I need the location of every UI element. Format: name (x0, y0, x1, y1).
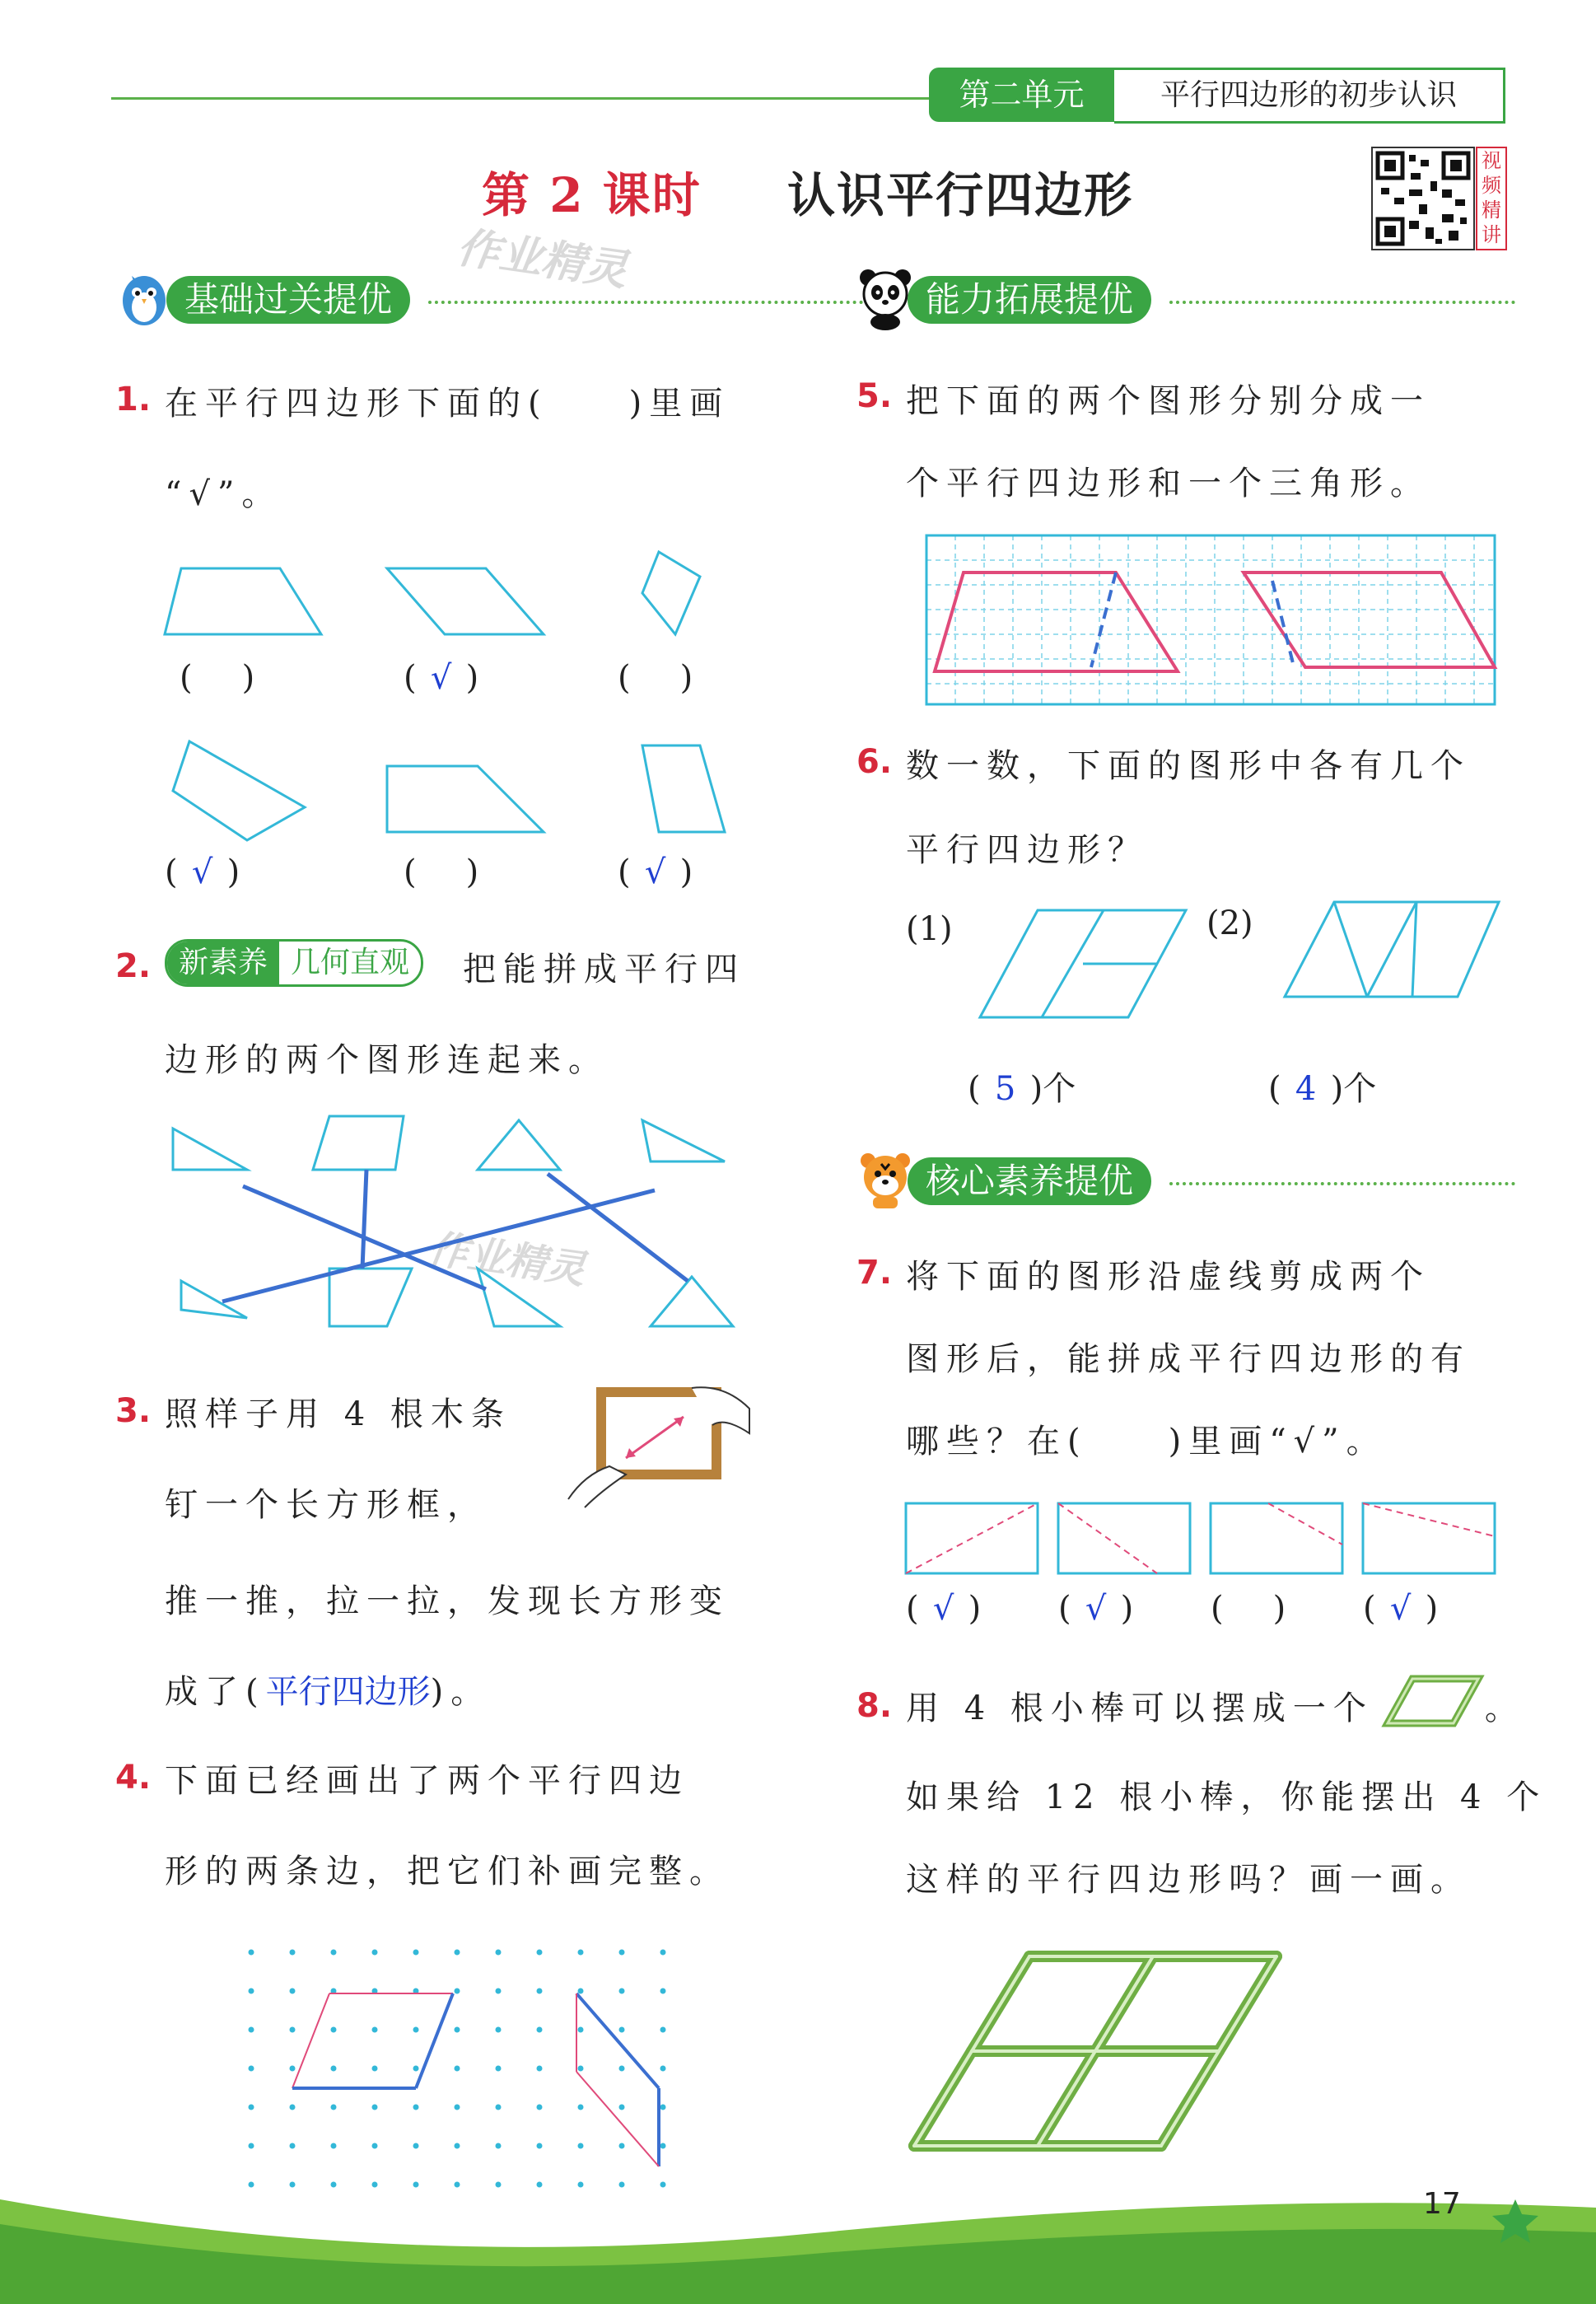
question-2-number: 2. (115, 947, 152, 985)
wooden-frame-illustration (560, 1384, 749, 1507)
question-2-matching (148, 1104, 807, 1351)
question-7-rectangles (906, 1499, 1499, 1582)
question-2-line1: 把能拼成平行四 (463, 951, 745, 988)
question-1-line1: 在平行四边形下面的( )里画 (165, 385, 730, 423)
question-2-line2: 边形的两个图形连起来。 (165, 1041, 609, 1079)
question-3-line4: 成了(平行四边形)。 (165, 1673, 492, 1711)
lesson-number: 第 2 课时 (482, 167, 702, 223)
question-3-answer: 平行四边形 (265, 1673, 431, 1711)
shape-parallelogram-3 (642, 745, 725, 832)
section-ability-dots (1169, 301, 1515, 304)
section-basic (115, 276, 774, 327)
q6-figure-1-label: (1) (906, 910, 953, 948)
q7-answer-3[interactable]: ( ) (1211, 1590, 1286, 1628)
question-4-number: 4. (115, 1759, 152, 1797)
piece-b4 (651, 1277, 733, 1326)
piece-a2 (313, 1116, 404, 1170)
q7-answer-4[interactable]: ( √ ) (1363, 1590, 1439, 1628)
question-1-shapes (148, 544, 807, 890)
piece-b3 (478, 1269, 560, 1326)
shape-parallelogram-1 (387, 568, 544, 634)
mascot-tiger-icon (856, 1146, 914, 1212)
qr-video-label: 视频精讲 (1476, 147, 1507, 250)
qr-code-icon[interactable] (1371, 147, 1475, 250)
lesson-title (482, 157, 1133, 226)
shape-trapezoid-2 (387, 766, 544, 832)
question-4-line1: 下面已经画出了两个平行四边 (165, 1762, 689, 1800)
question-3-line1: 照样子用 4 根木条 (165, 1395, 511, 1433)
question-8-line1: 用 4 根小棒可以摆成一个 。 (906, 1689, 1525, 1727)
mascot-bird-icon (115, 266, 173, 332)
q1-answer-5[interactable]: ( ) (404, 853, 479, 891)
question-3-line3: 推一推，拉一拉，发现长方形变 (165, 1582, 730, 1620)
page-number: 17 (1423, 2187, 1461, 2221)
piece-b2 (329, 1269, 412, 1326)
shape-parallelogram-2 (173, 741, 305, 840)
unit-tag: 第二单元 (929, 68, 1114, 122)
question-4-line2: 形的两条边，把它们补画完整。 (165, 1853, 730, 1890)
q1-answer-1[interactable]: ( ) (180, 659, 255, 697)
question-7-line1: 将下面的图形沿虚线剪成两个 (906, 1258, 1430, 1296)
question-3-number: 3. (115, 1392, 152, 1430)
section-ability (856, 276, 1515, 327)
question-1-number: 1. (115, 381, 152, 418)
footer-wave (0, 2175, 1596, 2304)
q7-answer-2[interactable]: ( √ ) (1058, 1590, 1134, 1628)
unit-title: 平行四边形的初步认识 (1114, 68, 1505, 124)
section-basic-title: 基础过关提优 (166, 276, 410, 324)
stick-parallelogram-icon (1384, 1672, 1482, 1730)
section-ability-title: 能力拓展提优 (908, 276, 1151, 324)
shape-trapezoid-1 (165, 568, 321, 634)
question-6-number: 6. (856, 743, 893, 781)
mascot-panda-icon (856, 264, 914, 330)
question-3-line2: 钉一个长方形框， (165, 1486, 488, 1524)
q6-answer-2[interactable]: ( 4 )个 (1268, 1070, 1377, 1108)
q6-figure-2-label: (2) (1206, 904, 1253, 942)
watermark: 作业精灵 (454, 222, 631, 297)
new-literacy-badge: 新素养 几何直观 (165, 939, 423, 987)
section-core-dots (1169, 1182, 1515, 1185)
watermark-lower: 作业精灵 (425, 1225, 589, 1294)
question-6-line1: 数一数，下面的图形中各有几个 (906, 747, 1471, 785)
piece-a3 (478, 1120, 560, 1170)
question-8-line3: 这样的平行四边形吗？画一画。 (906, 1861, 1471, 1899)
question-6-figures (980, 902, 1515, 1026)
section-core-title: 核心素养提优 (908, 1157, 1151, 1205)
q7-answer-1[interactable]: ( √ ) (906, 1590, 982, 1628)
piece-a4 (642, 1120, 725, 1161)
question-1-line2: “√”。 (165, 475, 282, 513)
q1-answer-6[interactable]: ( √ ) (618, 853, 693, 891)
q1-answer-3[interactable]: ( ) (618, 659, 693, 697)
question-7-number: 7. (856, 1254, 893, 1292)
match-line-2 (362, 1170, 366, 1269)
question-5-line1: 把下面的两个图形分别分成一 (906, 382, 1430, 420)
question-5-line2: 个平行四边形和一个三角形。 (906, 465, 1430, 502)
section-core (856, 1157, 1515, 1208)
shape-kite (642, 552, 700, 634)
q6-answer-1[interactable]: ( 5 )个 (968, 1070, 1076, 1108)
question-8-stick-drawing (898, 1940, 1309, 2187)
question-7-line2: 图形后，能拼成平行四边形的有 (906, 1340, 1471, 1378)
question-6-line2: 平行四边形？ (906, 831, 1148, 869)
q1-answer-4[interactable]: ( √ ) (165, 853, 240, 891)
question-5-number: 5. (856, 377, 893, 415)
piece-a1 (173, 1129, 247, 1170)
question-7-line3: 哪些？在( )里画“√”。 (906, 1423, 1387, 1460)
question-5-grid (926, 535, 1503, 708)
question-4-dot-grid (231, 1940, 725, 2204)
question-8-line2: 如果给 12 根小棒，你能摆出 4 个 (906, 1778, 1547, 1816)
section-basic-dots (428, 301, 889, 304)
lesson-name: 认识平行四边形 (787, 167, 1134, 223)
header-rule (111, 97, 943, 100)
match-line-4 (548, 1174, 688, 1281)
q1-answer-2[interactable]: ( √ ) (404, 659, 479, 697)
question-8-number: 8. (856, 1687, 893, 1725)
